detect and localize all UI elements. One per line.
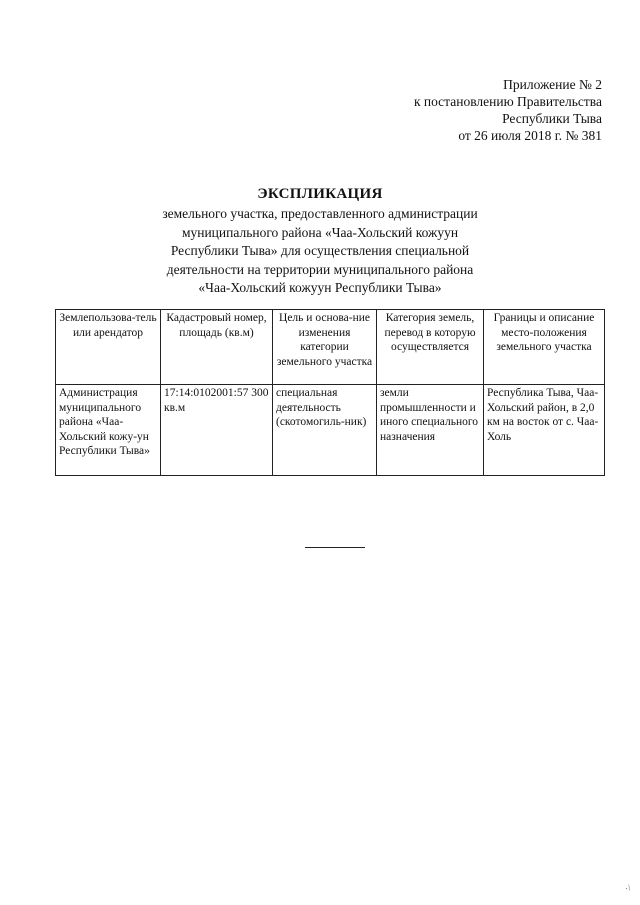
document-subtitle [0,205,640,298]
table-row [56,385,605,476]
table-header-row [56,310,605,385]
cell-purpose: специальная деятельность (скотомогиль-ник) [273,385,377,476]
appendix-block [414,76,602,144]
appendix-line-2: к постановлению Правительства [413,94,602,109]
header-boundaries: Границы и описание место-положения земельного участка [484,310,605,385]
subtitle-line-1: земельного участка, предоставленного администрации [162,206,478,221]
appendix-line-3: Республики Тыва [502,111,602,126]
cell-cadastral-number: 17:14:0102001:57 300 кв.м [161,385,273,476]
subtitle-line-2: муниципального района «Чаа-Хольский кожуун [181,224,459,240]
subtitle-line-4: деятельности на территории муниципального района [166,261,474,277]
explication-table [55,309,605,476]
header-land-category: Категория земель, перевод в которую осуществляется [377,310,484,385]
appendix-line-4: от 26 июля 2018 г. № 381 [458,128,602,143]
corner-mark: ·/ [622,882,632,894]
header-land-user: Землепользова-тель или арендатор [56,310,161,385]
subtitle-line-3: Республики Тыва» для осуществления специальной [170,243,470,258]
appendix-line-1: Приложение № 2 [503,77,602,92]
closing-divider [305,547,365,548]
cell-land-user: Администрация муниципального района «Чаа-Хольский кожу-ун Республики Тыва» [56,385,161,476]
header-cadastral-number: Кадастровый номер, площадь (кв.м) [161,310,273,385]
cell-land-category: земли промышленности и иного специального назначения [377,385,484,476]
cell-boundaries: Республика Тыва, Чаа-Хольский район, в 2,0 км на восток от с. Чаа-Холь [484,385,605,476]
header-purpose: Цель и основа-ние изменения категории земельного участка [273,310,377,385]
document-title: ЭКСПЛИКАЦИЯ [257,186,383,202]
subtitle-line-5: «Чаа-Хольский кожуун Республики Тыва» [198,280,442,295]
